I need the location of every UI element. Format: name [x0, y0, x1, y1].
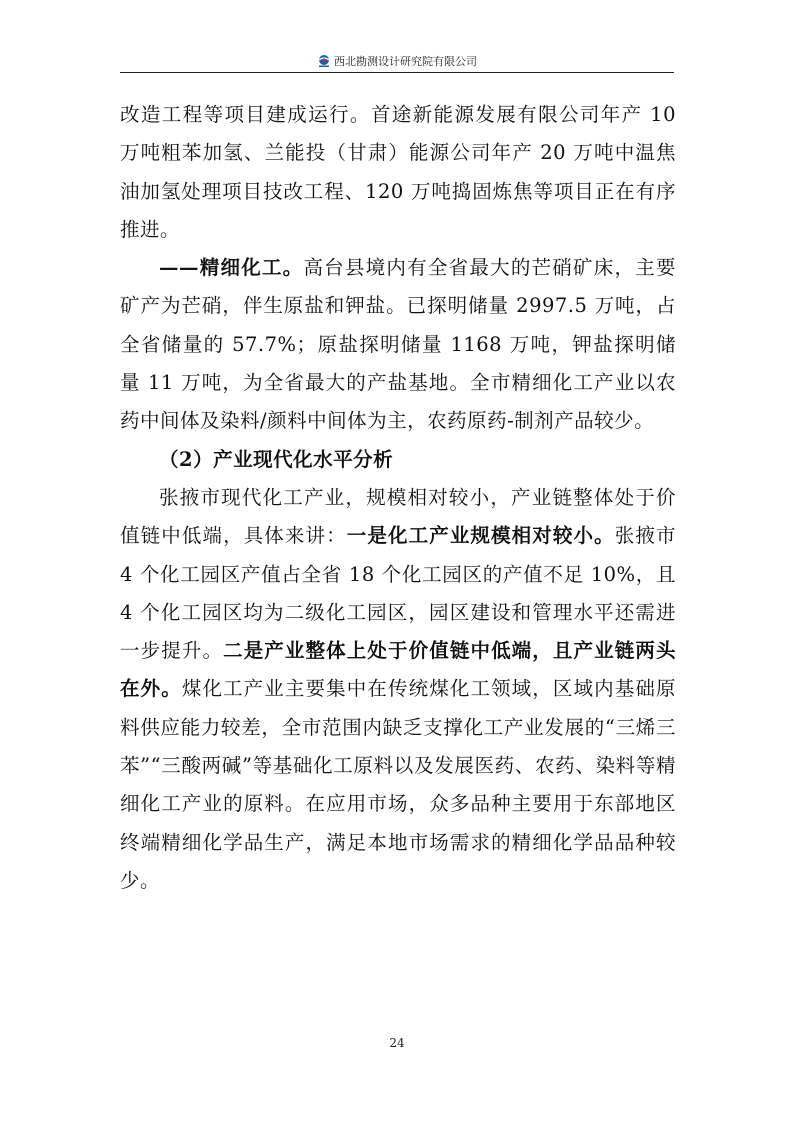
document-body — [120, 96, 676, 900]
page-number: 24 — [389, 1036, 405, 1050]
paragraph-1-text: 改造工程等项目建成运行。首途新能源发展有限公司年产 10 万吨粗苯加氢、兰能投（甘肃）能源公司年产 20 万吨中温焦油加氢处理项目技改工程、120 万吨捣固炼焦等项目正在有序推进。 — [120, 103, 676, 241]
section-heading: （2）产业现代化水平分析 — [159, 447, 394, 471]
point-one-bold: 一是化工产业规模相对较小。 — [346, 524, 615, 548]
page-header — [120, 50, 674, 73]
paragraph-3-intro: 张掖市现代化工产业，规模相对较小，产业链整体处于价值链中低端，具体来讲： — [120, 485, 676, 548]
point-two-bold: 二是产业整体上处于价值链中低端，且产业链两头在外。 — [120, 639, 676, 701]
header-company-name: 西北勘测设计研究院有限公司 — [334, 55, 477, 68]
paragraph-2 — [120, 249, 676, 440]
paragraph-2-text: 高台县境内有全省最大的芒硝矿床，主要矿产为芒硝，伴生原盐和钾盐。已探明储量 2997.5 万吨，占全省储量的 57.7%；原盐探明储量 1168 万吨，钾盐探明储量 11 万吨，为全省最大的产盐基地。全市精细化工产业以农药中间体及染料/颜料中间体为主，农药原药-制剂产品较少。 — [120, 256, 676, 433]
company-logo-icon — [317, 54, 331, 68]
paragraph-1 — [120, 96, 676, 249]
paragraph-3-conclusion: 煤化工产业主要集中在传统煤化工领域，区域内基础原料供应能力较差，全市范围内缺乏支撑化工产业发展的“三烯三苯”“三酸两碱”等基础化工原料以及发展医药、农药、染料等精细化工产业的原料。在应用市场，众多品种主要用于东部地区终端精细化学品生产，满足本地市场需求的精细化学品品种较少。 — [120, 677, 676, 892]
section-fine-chemicals-label: ——精细化工。 — [159, 256, 304, 280]
header-inner — [317, 53, 477, 69]
paragraph-3-detail: 张掖市 4 个化工园区产值占全省 18 个化工园区的产值不足 10%，且 4 个化工园区均为二级化工园区，园区建设和管理水平还需进一步提升。 — [120, 524, 676, 663]
paragraph-3 — [120, 479, 676, 900]
